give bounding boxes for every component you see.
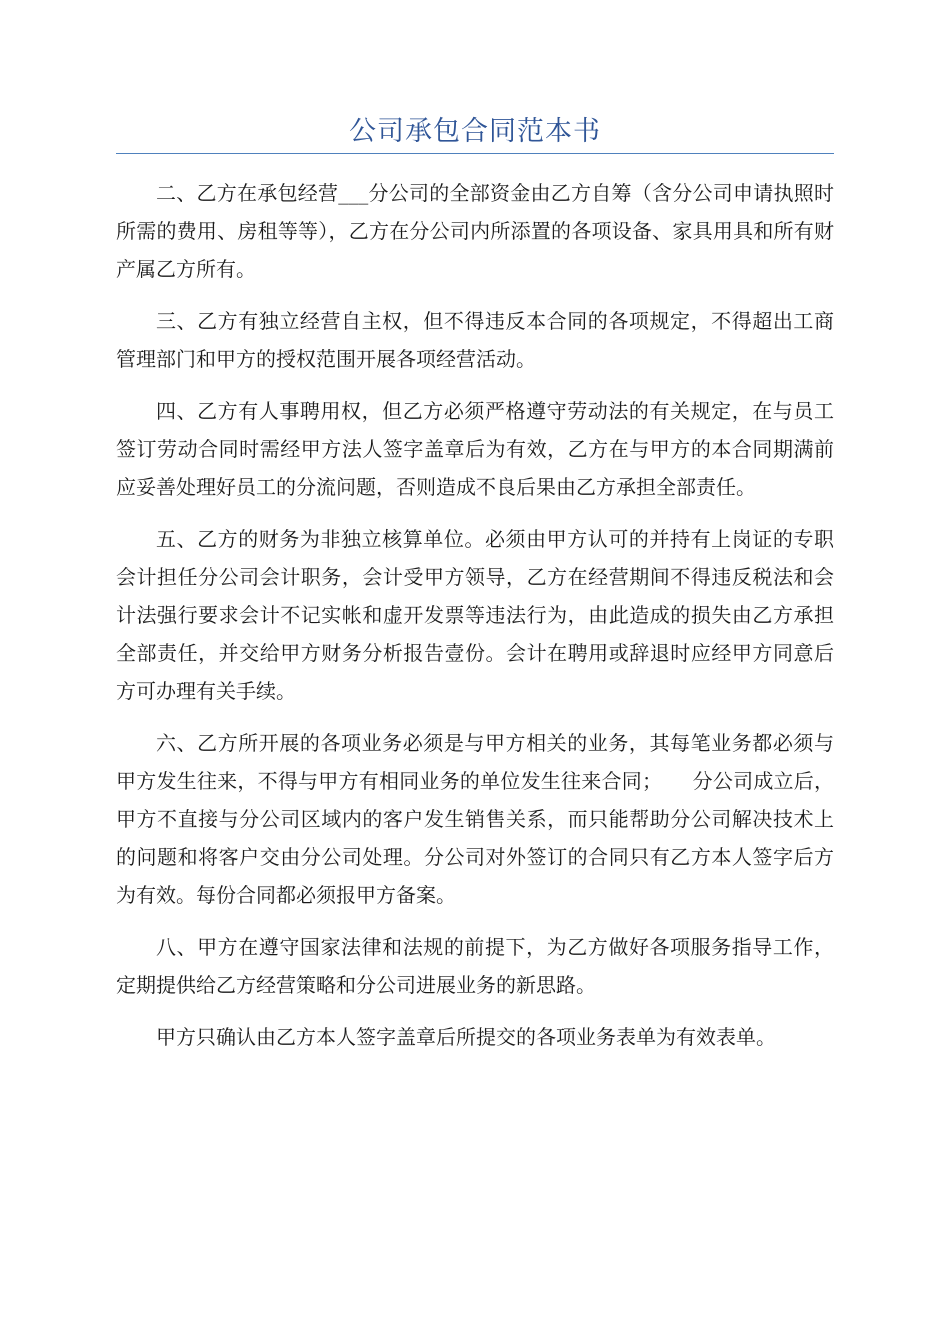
clause-3-paragraph: 三、乙方有独立经营自主权，但不得违反本合同的各项规定，不得超出工商管理部门和甲方的授权范围开展各项经营活动。 — [116, 309, 834, 371]
clause-4-paragraph: 四、乙方有人事聘用权，但乙方必须严格遵守劳动法的有关规定，在与员工签订劳动合同时需经甲方法人签字盖章后为有效，乙方在与甲方的本合同期满前应妥善处理好员工的分流问题，否则造成不良后果由乙方承担全部责任。 — [116, 399, 834, 499]
clause-8-paragraph: 八、甲方在遵守国家法律和法规的前提下，为乙方做好各项服务指导工作，定期提供给乙方经营策略和分公司进展业务的新思路。 — [116, 935, 834, 997]
document-title: 公司承包合同范本书 — [349, 116, 601, 147]
closing-paragraph: 甲方只确认由乙方本人签字盖章后所提交的各项业务表单为有效表单。 — [156, 1025, 776, 1049]
clause-2-paragraph: 二、乙方在承包经营___分公司的全部资金由乙方自筹（含分公司申请执照时所需的费用、房租等等），乙方在分公司内所添置的各项设备、家具用具和所有财产属乙方所有。 — [116, 181, 834, 281]
clause-5-paragraph: 五、乙方的财务为非独立核算单位。必须由甲方认可的并持有上岗证的专职会计担任分公司会计职务，会计受甲方领导，乙方在经营期间不得违反税法和会计法强行要求会计不记实帐和虚开发票等违法行为，由此造成的损失由乙方承担全部责任，并交给甲方财务分析报告壹份。会计在聘用或辞退时应经甲方同意后方可办理有关手续。 — [116, 527, 834, 703]
title-underline — [116, 153, 834, 154]
document-body — [116, 174, 834, 1070]
clause-6-paragraph: 六、乙方所开展的各项业务必须是与甲方相关的业务，其每笔业务都必须与甲方发生往来，不得与甲方有相同业务的单位发生往来合同； 分公司成立后，甲方不直接与分公司区域内的客户发生销售关系，而只能帮助分公司解决技术上的问题和将客户交由分公司处理。分公司对外签订的合同只有乙方本人签字后方为有效。每份合同都必须报甲方备案。 — [116, 731, 834, 907]
